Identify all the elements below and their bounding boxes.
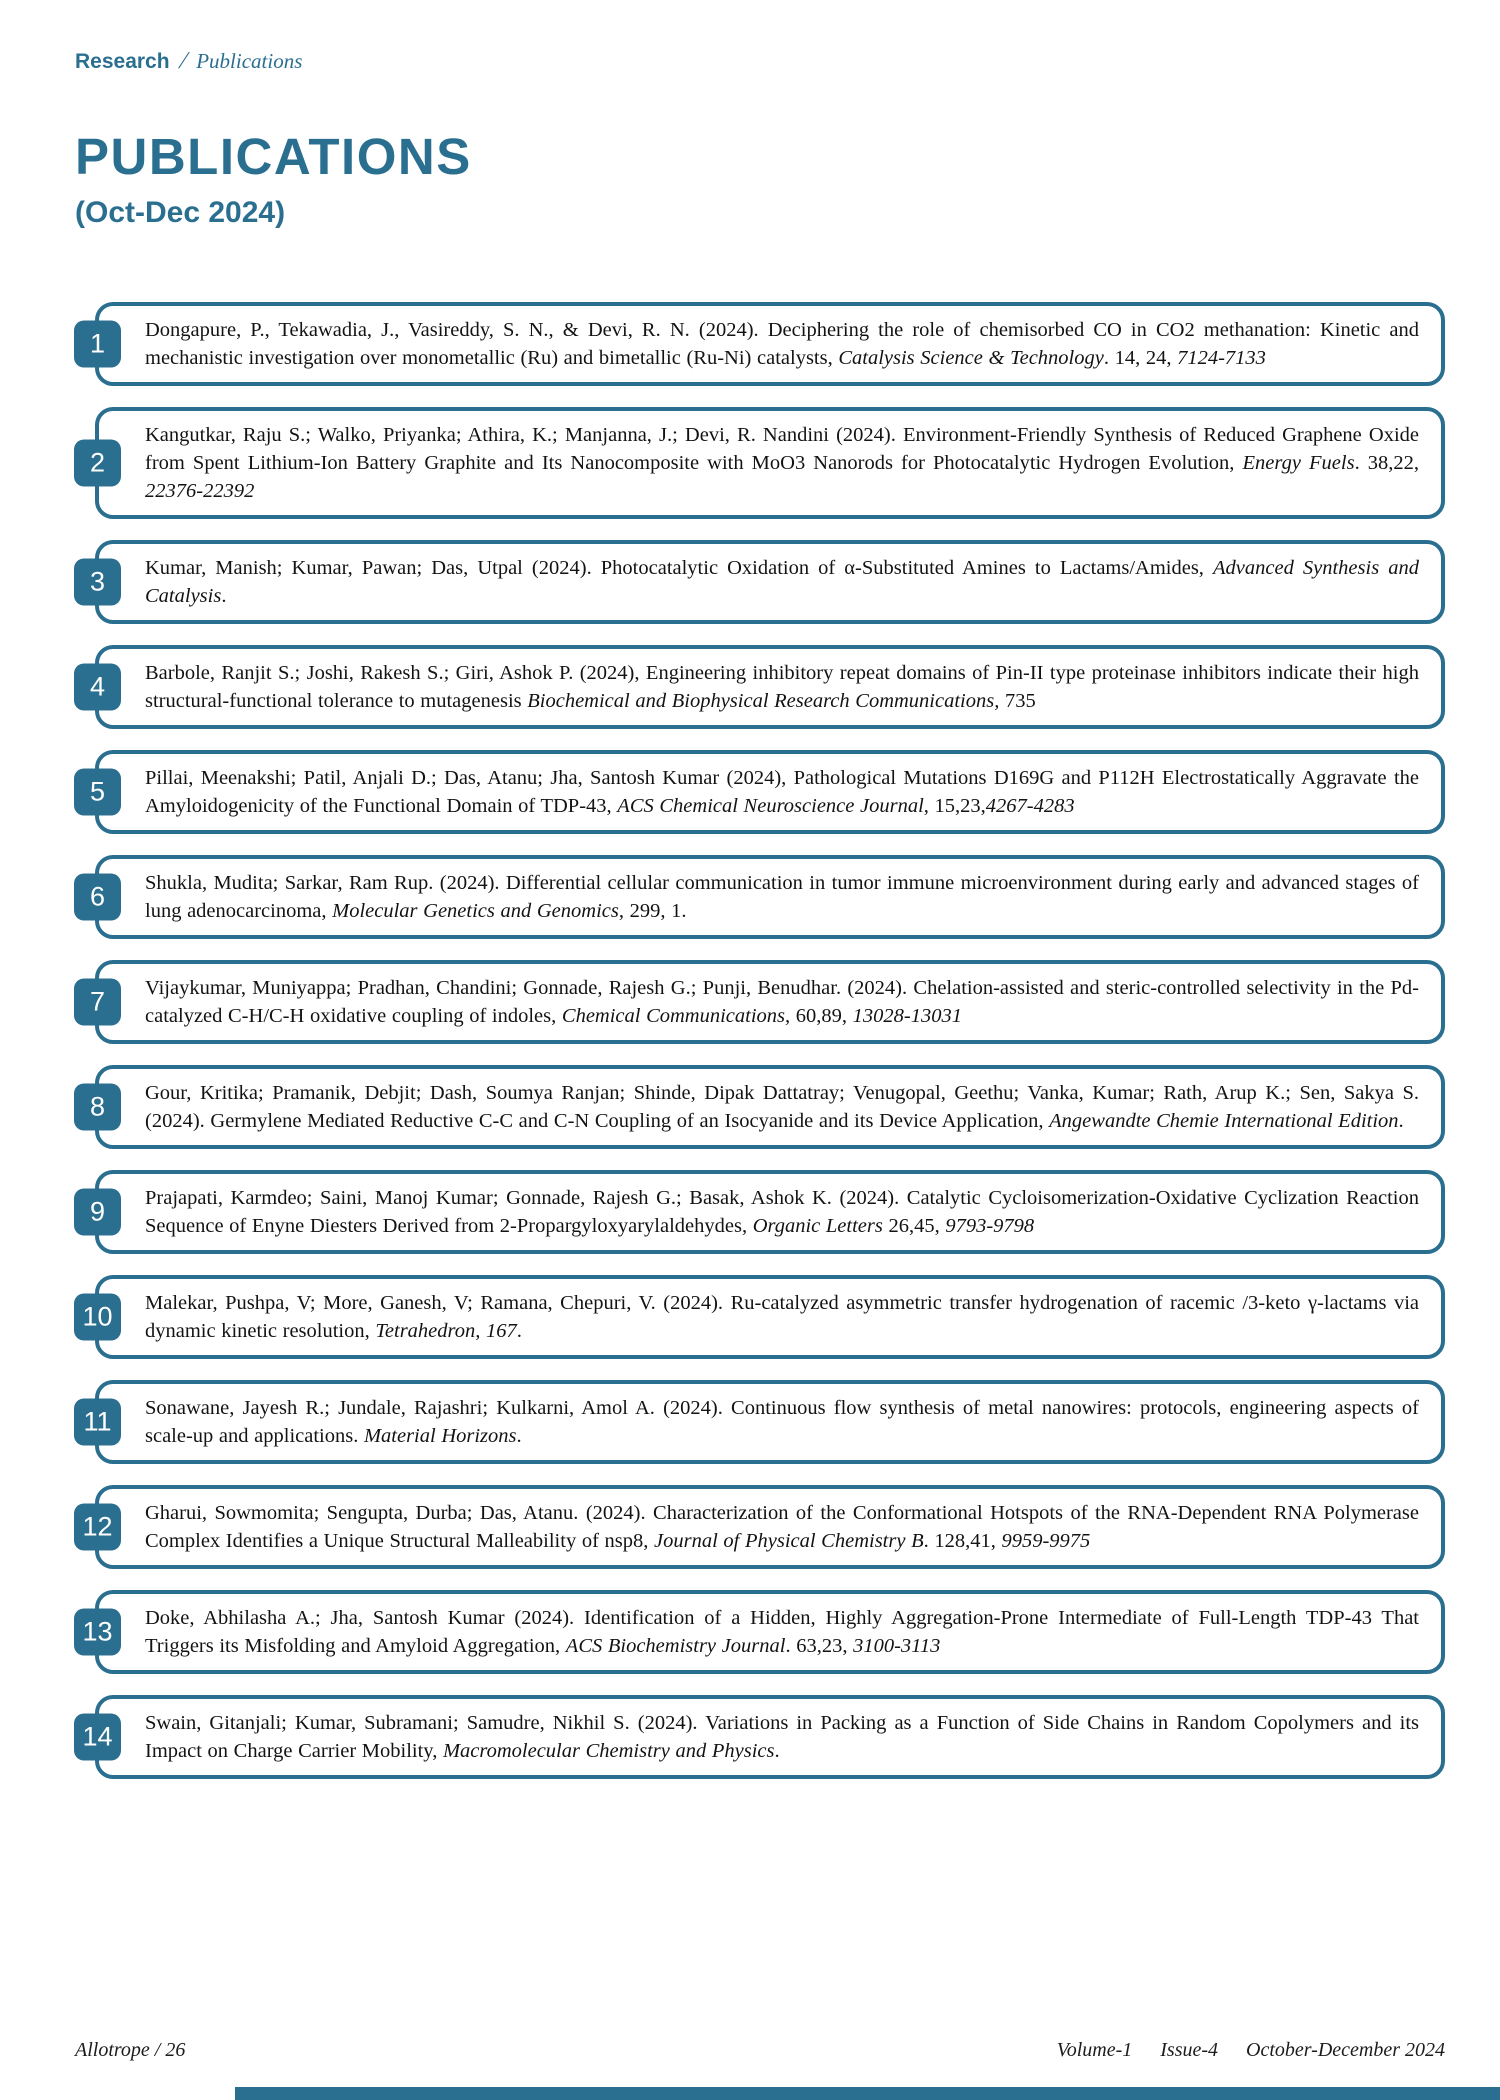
citation-segment: 735 <box>999 690 1036 712</box>
citation-text <box>145 1184 1419 1240</box>
publication-entry <box>89 960 1445 1044</box>
citation-text <box>145 1604 1419 1660</box>
entry-number-badge: 8 <box>74 1084 121 1131</box>
publication-entry <box>89 407 1445 519</box>
citation-segment: Sonawane, Jayesh R.; Jundale, Rajashri; Kulkarni, Amol A. (2024). Continuous flow synthesis of metal nanowires: protocols, engineering aspects of scale-up and applications. <box>145 1397 1419 1447</box>
citation-text <box>145 1289 1419 1345</box>
journal-name: Organic Letters <box>752 1215 883 1237</box>
entry-number-badge: 2 <box>74 440 121 487</box>
entry-number-badge: 13 <box>74 1609 121 1656</box>
journal-name: 22376-22392 <box>145 480 255 502</box>
citation-segment: Dongapure, P., Tekawadia, J., Vasireddy, S. N., & Devi, R. N. (2024). Deciphering the role of chemisorbed CO in CO2 methanation: Kinetic and mechanistic investigation over monometallic (Ru) and bimetallic (Ru-Ni) catalysts, <box>145 319 1419 369</box>
citation-segment: Shukla, Mudita; Sarkar, Ram Rup. (2024). Differential cellular communication in tumor immune microenvironment during early and advanced stages of lung adenocarcinoma, <box>145 872 1419 922</box>
publication-entry <box>82 1590 1445 1674</box>
citation-text <box>145 1079 1419 1135</box>
breadcrumb-page: Publications <box>196 49 303 73</box>
page-subtitle: (Oct-Dec 2024) <box>75 196 286 229</box>
citation-text <box>145 316 1419 372</box>
publication-entry <box>82 1695 1445 1779</box>
citation-segment: Vijaykumar, Muniyappa; Pradhan, Chandini; Gonnade, Rajesh G.; Punji, Benudhar. (2024). Chelation-assisted and steric-controlled selectivity in the Pd-catalyzed C-H/C-H oxidative coupling of indoles, <box>145 977 1419 1027</box>
journal-name: Angewandte Chemie International Edition <box>1049 1110 1399 1132</box>
footer-period: October-December 2024 <box>1246 2039 1445 2061</box>
entry-number-badge: 4 <box>74 664 121 711</box>
page-footer <box>75 2039 1445 2062</box>
citation-text <box>145 659 1419 715</box>
citation-text <box>145 1394 1419 1450</box>
journal-name: Molecular Genetics and Genomics <box>332 900 619 922</box>
journal-name: 13028-13031 <box>852 1005 962 1027</box>
citation-segment: . <box>516 1425 522 1447</box>
journal-name: ACS Biochemistry Journal <box>565 1635 786 1657</box>
citation-segment: Barbole, Ranjit S.; Joshi, Rakesh S.; Giri, Ashok P. (2024), Engineering inhibitory repeat domains of Pin-II type proteinase inhibitors indicate their high structural-functional tolerance to mutagenesis <box>145 662 1419 712</box>
citation-segment: Swain, Gitanjali; Kumar, Subramani; Samudre, Nikhil S. (2024). Variations in Packing as a Function of Side Chains in Random Copolymers and its Impact on Charge Carrier Mobility, <box>145 1712 1419 1762</box>
citation-segment: Kangutkar, Raju S.; Walko, Priyanka; Athira, K.; Manjanna, J.; Devi, R. Nandini (2024). Environment-Friendly Synthesis of Reduced Graphene Oxide from Spent Lithium-Ion Battery Graphite and Its Nanocomposite with MoO3 Nanorods for Photocatalytic Hydrogen Evolution, <box>145 424 1419 474</box>
citation-segment: 26,45, <box>882 1215 946 1237</box>
citation-text <box>145 554 1419 610</box>
footer-journal-page: Allotrope / 26 <box>75 2039 186 2061</box>
entry-number-badge: 14 <box>74 1714 121 1761</box>
publication-entry <box>89 540 1445 624</box>
publication-entry <box>83 1380 1445 1464</box>
journal-name: ACS Chemical Neuroscience Journal <box>617 795 924 817</box>
citation-segment: Prajapati, Karmdeo; Saini, Manoj Kumar; Gonnade, Rajesh G.; Basak, Ashok K. (2024). Catalytic Cycloisomerization-Oxidative Cyclization Reaction Sequence of Enyne Diesters Derived from 2-Propargyloxyarylaldehydes, <box>145 1187 1419 1237</box>
journal-name: Material Horizons <box>363 1425 517 1447</box>
citation-segment: Gharui, Sowmomita; Sengupta, Durba; Das, Atanu. (2024). Characterization of the Conformational Hotspots of the RNA-Dependent RNA Polymerase Complex Identifies a Unique Structural Malleability of nsp8, <box>145 1502 1419 1552</box>
citation-text <box>145 421 1419 505</box>
citation-text <box>145 869 1419 925</box>
entry-number-badge: 3 <box>74 559 121 606</box>
publication-entry <box>82 1485 1445 1569</box>
footer-issue: Issue-4 <box>1160 2039 1219 2061</box>
citation-segment: . <box>774 1740 780 1762</box>
publication-entry <box>82 1275 1445 1359</box>
citation-text <box>145 974 1419 1030</box>
publication-entry <box>89 1170 1445 1254</box>
citation-segment: . 14, 24, <box>1103 347 1178 369</box>
journal-name: 9793-9798 <box>945 1215 1035 1237</box>
footer-issue-info <box>1057 2039 1445 2062</box>
publication-entry <box>89 855 1445 939</box>
journal-name: Macromolecular Chemistry and Physics <box>442 1740 775 1762</box>
page-title: PUBLICATIONS <box>75 128 472 185</box>
citation-segment: Kumar, Manish; Kumar, Pawan; Das, Utpal (2024). Photocatalytic Oxidation of α-Substituted Amines to Lactams/Amides, <box>145 557 1213 579</box>
entry-number-badge: 11 <box>74 1399 121 1446</box>
citation-segment: Malekar, Pushpa, V; More, Ganesh, V; Ramana, Chepuri, V. (2024). Ru-catalyzed asymmetric transfer hydrogenation of racemic /3-keto γ-lactams via dynamic kinetic resolution, <box>145 1292 1419 1342</box>
journal-name: Biochemical and Biophysical Research Communications, <box>527 690 1000 712</box>
journal-name: 3100-3113 <box>853 1635 941 1657</box>
citation-segment: . <box>1398 1110 1404 1132</box>
citation-segment: . 128,41, <box>923 1530 1002 1552</box>
citation-segment: 60,89, <box>790 1005 853 1027</box>
bottom-accent-bar <box>235 2087 1500 2100</box>
entry-number-badge: 5 <box>74 769 121 816</box>
entry-number-badge: 12 <box>74 1504 121 1551</box>
journal-name: Catalysis Science & Technology <box>838 347 1104 369</box>
entry-number-badge: 10 <box>74 1294 121 1341</box>
entry-number-badge: 1 <box>74 321 121 368</box>
journal-name: Tetrahedron, 167 <box>375 1320 517 1342</box>
citation-segment: Pillai, Meenakshi; Patil, Anjali D.; Das, Atanu; Jha, Santosh Kumar (2024), Pathological Mutations D169G and P112H Electrostatically Aggravate the Amyloidogenicity of the Functional Domain of TDP-43, <box>145 767 1419 817</box>
publications-list <box>82 302 1445 1779</box>
citation-segment: Gour, Kritika; Pramanik, Debjit; Dash, Soumya Ranjan; Shinde, Dipak Dattatray; Venugopal, Geethu; Vanka, Kumar; Rath, Arup K.; Sen, Sakya S. (2024). Germylene Mediated Reductive C-C and C-N Coupling of an Isocyanide and its Device Application, <box>145 1082 1419 1132</box>
citation-text <box>145 764 1419 820</box>
footer-volume: Volume-1 <box>1056 2039 1133 2061</box>
breadcrumb <box>75 48 1445 75</box>
journal-name: 7124-7133 <box>1177 347 1266 369</box>
citation-segment: , 15,23, <box>923 795 986 817</box>
citation-segment: , 299, 1. <box>618 900 687 922</box>
citation-text <box>145 1499 1419 1555</box>
journal-name: Advanced Synthesis and Catalysis <box>145 557 1419 607</box>
publication-entry <box>89 302 1445 386</box>
journal-name: 9959-9975 <box>1001 1530 1091 1552</box>
publication-entry <box>89 645 1445 729</box>
journal-name: Journal of Physical Chemistry B <box>654 1530 924 1552</box>
entry-number-badge: 6 <box>74 874 121 921</box>
journal-name: 4267-4283 <box>985 795 1075 817</box>
entry-number-badge: 9 <box>74 1189 121 1236</box>
citation-text <box>145 1709 1419 1765</box>
breadcrumb-section: Research <box>75 50 170 73</box>
citation-segment: . 38,22, <box>1354 452 1420 474</box>
journal-name: Chemical Communications, <box>561 1005 791 1027</box>
breadcrumb-separator: / <box>177 48 189 74</box>
entry-number-badge: 7 <box>74 979 121 1026</box>
citation-segment: . 63,23, <box>785 1635 854 1657</box>
citation-segment: Doke, Abhilasha A.; Jha, Santosh Kumar (2024). Identification of a Hidden, Highly Aggregation-Prone Intermediate of Full-Length TDP-43 That Triggers its Misfolding and Amyloid Aggregation, <box>145 1607 1419 1657</box>
publication-entry <box>89 1065 1445 1149</box>
citation-segment: . <box>516 1320 522 1342</box>
citation-segment: . <box>221 585 227 607</box>
publication-entry <box>89 750 1445 834</box>
journal-name: Energy Fuels <box>1242 452 1355 474</box>
